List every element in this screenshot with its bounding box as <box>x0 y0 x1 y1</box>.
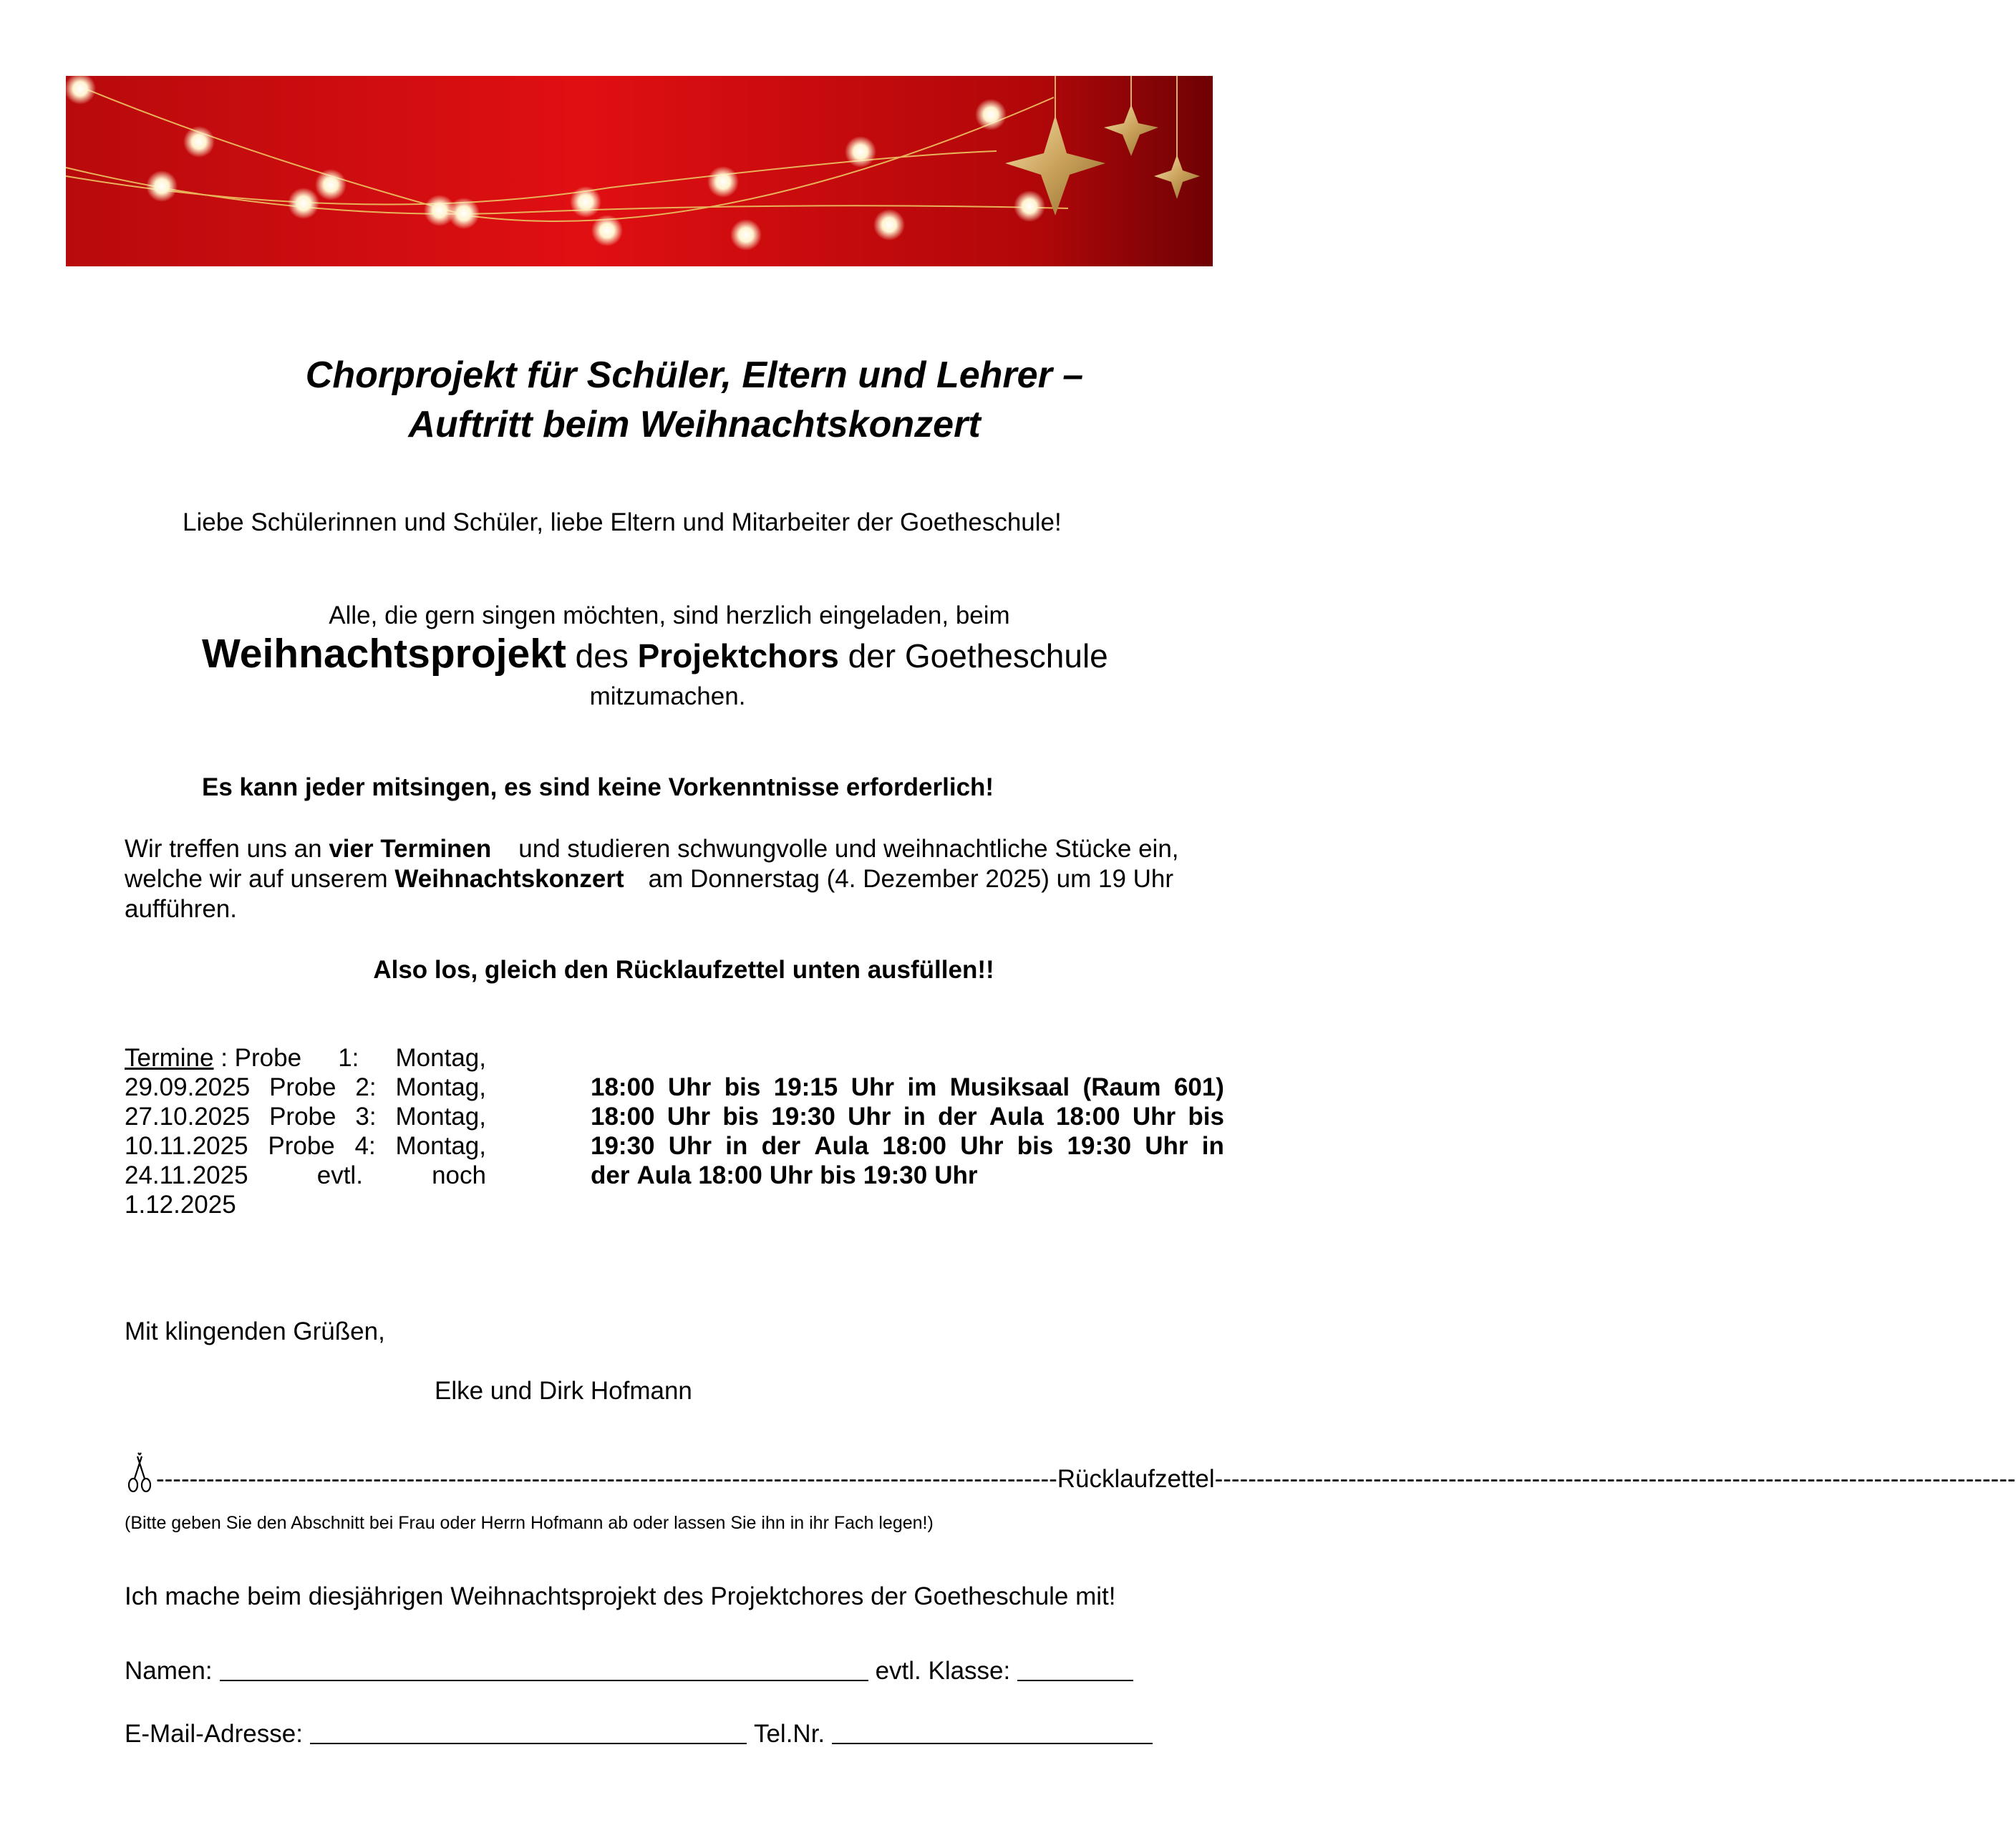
times-word: in <box>725 1132 748 1160</box>
times-word: 19:30 <box>863 1161 928 1189</box>
dates-cell: 2: <box>355 1073 377 1101</box>
form-row-contact <box>125 1718 1160 1749</box>
times-word: Uhr <box>667 1103 711 1131</box>
times-word: der <box>761 1132 801 1160</box>
times-word: 18:00 <box>1056 1103 1120 1131</box>
times-word: 18:00 <box>591 1073 655 1101</box>
email-label: E-Mail-Adresse: <box>125 1720 303 1748</box>
times-word: 19:15 <box>773 1073 838 1101</box>
info-paragraph <box>125 834 1241 924</box>
dates-row <box>125 1190 486 1219</box>
para-bold: Weihnachtskonzert <box>394 865 624 893</box>
times-word: 19:30 <box>1067 1132 1132 1160</box>
times-word: Aula <box>636 1161 692 1189</box>
times-row <box>591 1102 1224 1131</box>
dates-cell: 3: <box>355 1103 377 1131</box>
invite-line-2 <box>202 630 1108 677</box>
times-row <box>591 1073 1224 1102</box>
times-word: Uhr <box>668 1132 712 1160</box>
dates-cell: 4: <box>354 1132 376 1160</box>
dates-cell: Montag, <box>395 1044 486 1072</box>
scissors-icon <box>125 1452 155 1494</box>
times-row <box>591 1131 1224 1161</box>
times-word: Uhr <box>667 1073 712 1101</box>
rehearsal-times <box>591 1073 1224 1190</box>
times-row <box>591 1161 1224 1190</box>
cut-dashes-right: ------------------------------------------------------------------------------------------------ <box>1214 1465 2016 1493</box>
times-word: 19:30 <box>591 1132 655 1160</box>
invite-des: des <box>566 637 638 674</box>
christmas-lights-banner <box>66 76 1213 266</box>
dates-row <box>125 1043 486 1073</box>
times-word: Uhr <box>1132 1103 1176 1131</box>
email-field[interactable] <box>310 1718 747 1744</box>
dates-cell: 1.12.2025 <box>125 1191 236 1219</box>
name-label: Namen: <box>125 1657 213 1685</box>
dates-cell: 10.11.2025 <box>125 1132 248 1160</box>
times-word: Uhr <box>960 1132 1004 1160</box>
dates-cell: Probe <box>268 1132 335 1160</box>
times-word: bis <box>1017 1132 1054 1160</box>
dates-cell: evtl. <box>316 1161 363 1189</box>
dates-cell: Probe <box>269 1103 336 1131</box>
para-text: Wir treffen uns an <box>125 835 329 863</box>
dates-row <box>125 1102 486 1131</box>
times-word: 18:00 <box>698 1161 762 1189</box>
times-word: Musiksaal <box>949 1073 1070 1101</box>
times-word: bis <box>722 1103 759 1131</box>
call-to-action: Also los, gleich den Rücklaufzettel unten ausfüllen!! <box>373 956 994 984</box>
dates-cell: Probe <box>269 1073 336 1101</box>
dates-cell: Montag, <box>395 1132 486 1160</box>
times-word: Uhr <box>848 1103 891 1131</box>
name-field[interactable] <box>220 1655 868 1681</box>
dates-row <box>125 1073 486 1102</box>
dates-cell: 27.10.2025 <box>125 1103 251 1131</box>
para-bold: vier Terminen <box>329 835 492 863</box>
return-note: (Bitte geben Sie den Abschnitt bei Frau oder Herrn Hofmann ab oder lassen Sie ihn in ihr Fach legen!) <box>125 1513 934 1533</box>
participation-statement: Ich mache beim diesjährigen Weihnachtsprojekt des Projektchores der Goetheschule mit! <box>125 1582 1116 1610</box>
invite-line-3: mitzumachen. <box>589 682 746 710</box>
dates-cell: Montag, <box>395 1073 486 1101</box>
dates-label: Termine <box>125 1044 214 1072</box>
times-word: bis <box>820 1161 856 1189</box>
form-row-name <box>125 1655 1140 1686</box>
cut-label: Rücklaufzettel <box>1057 1465 1215 1493</box>
para-text: und studieren schwungvolle und weihnachtliche Stücke ein, <box>518 835 1179 863</box>
phone-label: Tel.Nr. <box>753 1720 825 1748</box>
project-name: Weihnachtsprojekt <box>202 631 566 677</box>
times-word: im <box>907 1073 937 1101</box>
signature: Elke und Dirk Hofmann <box>435 1377 692 1405</box>
school-name: der Goetheschule <box>838 637 1108 674</box>
dates-row <box>125 1131 486 1161</box>
dates-cell: noch <box>432 1161 486 1189</box>
times-word: der <box>938 1103 977 1131</box>
times-word: Uhr <box>1145 1132 1188 1160</box>
times-word: Aula <box>989 1103 1044 1131</box>
times-word: bis <box>1188 1103 1224 1131</box>
times-word: 18:00 <box>882 1132 946 1160</box>
dates-row <box>125 1161 486 1190</box>
times-word: Aula <box>814 1132 869 1160</box>
times-word: (Raum <box>1082 1073 1161 1101</box>
times-word: Uhr <box>769 1161 813 1189</box>
class-label: evtl. Klasse: <box>875 1657 1011 1685</box>
page-title-line-2: Auftritt beim Weihnachtskonzert <box>408 404 981 445</box>
para-text: aufführen. <box>125 895 237 923</box>
greeting: Liebe Schülerinnen und Schüler, liebe Eltern und Mitarbeiter der Goetheschule! <box>183 508 1062 536</box>
dates-cell: 29.09.2025 <box>125 1073 251 1101</box>
invite-line-1: Alle, die gern singen möchten, sind herzlich eingeladen, beim <box>329 601 1010 629</box>
dates-cell: Montag, <box>395 1103 486 1131</box>
cut-line <box>125 1452 2016 1494</box>
times-word: Uhr <box>850 1073 895 1101</box>
para-text: welche wir auf unserem <box>125 865 395 893</box>
dates-cell: : Probe <box>220 1044 302 1072</box>
times-word: in <box>1201 1132 1224 1160</box>
class-field[interactable] <box>1017 1655 1133 1681</box>
dates-cell: 24.11.2025 <box>125 1161 248 1189</box>
page-title-line-1: Chorprojekt für Schüler, Eltern und Lehrer – <box>305 354 1084 396</box>
cut-dashes-left: ------------------------------------------------------------------------------------------------------------ <box>156 1465 1057 1493</box>
times-word: 18:00 <box>591 1103 655 1131</box>
para-text: am Donnerstag (4. Dezember 2025) um 19 Uhr <box>648 865 1174 893</box>
dates-list <box>125 1043 486 1219</box>
times-word: bis <box>724 1073 761 1101</box>
times-word: Uhr <box>934 1161 978 1189</box>
no-experience-note: Es kann jeder mitsingen, es sind keine Vorkenntnisse erforderlich! <box>202 773 994 801</box>
choir-name: Projektchors <box>637 637 839 674</box>
times-word: 19:30 <box>771 1103 835 1131</box>
times-word: 601) <box>1173 1073 1224 1101</box>
times-word: der <box>591 1161 630 1189</box>
times-word: in <box>903 1103 926 1131</box>
phone-field[interactable] <box>832 1718 1153 1744</box>
dates-cell: 1: <box>338 1044 359 1072</box>
closing: Mit klingenden Grüßen, <box>125 1317 385 1345</box>
